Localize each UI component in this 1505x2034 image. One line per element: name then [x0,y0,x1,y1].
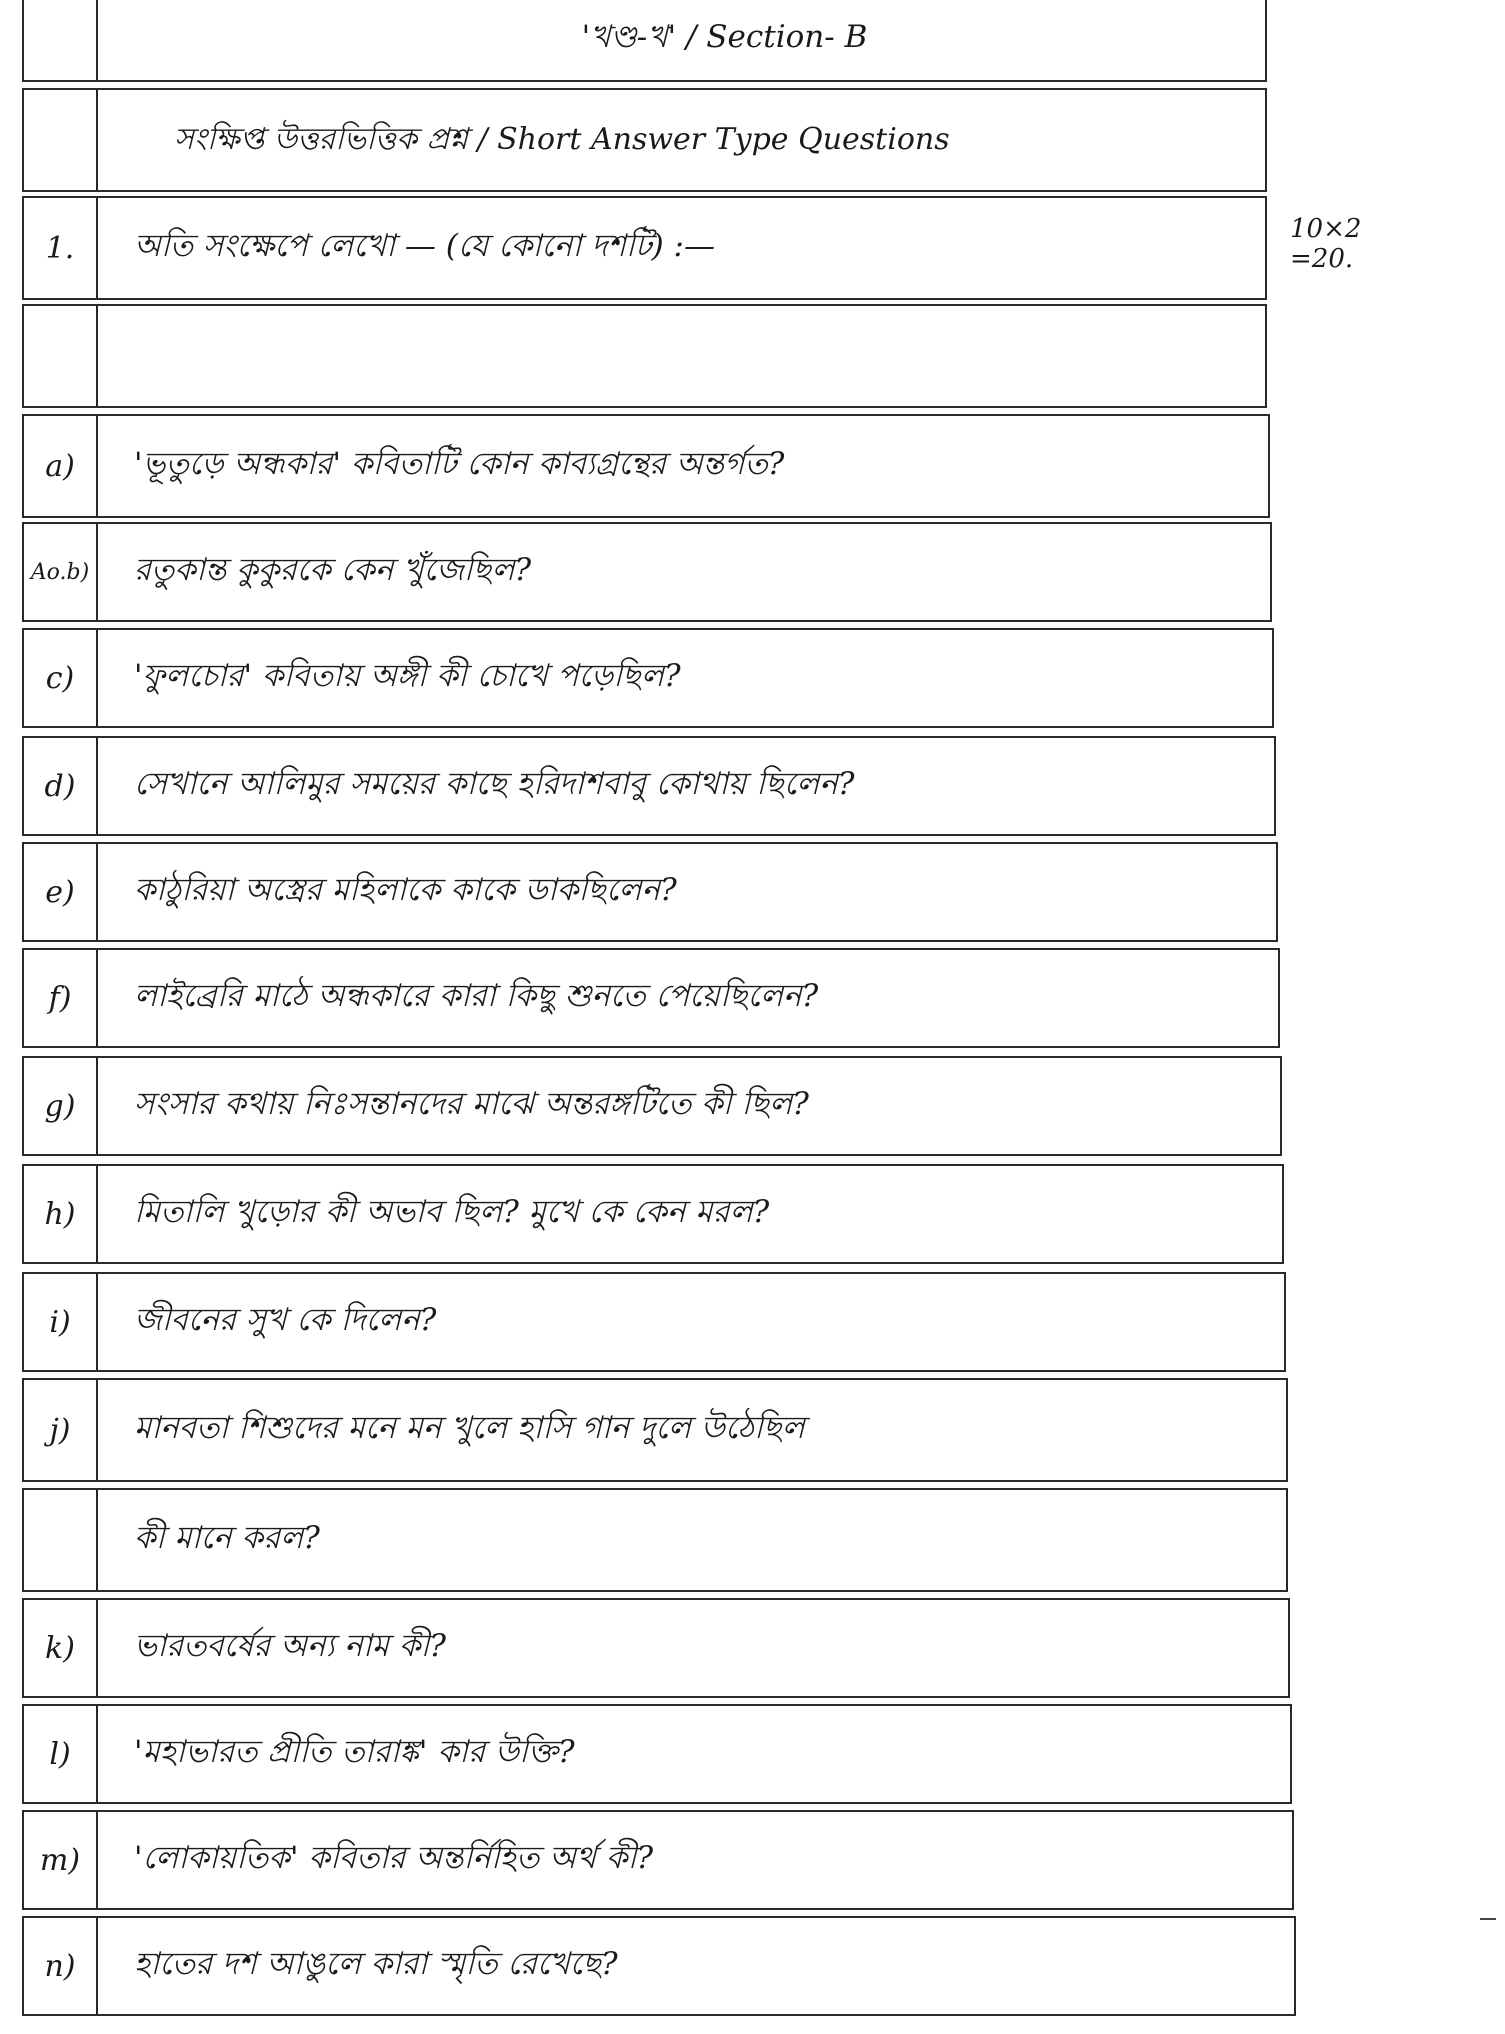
stray-mark [1480,1918,1496,1920]
section-subtitle: সংক্ষিপ্ত উত্তরভিত্তিক প্রশ্ন / Short Answer Type Questions [174,121,950,157]
section-title: 'খণ্ড-খ' / Section- B [581,19,868,55]
question-label: m) [39,1842,81,1878]
question-text: সংসার কথায় নিঃসন্তানদের মাঝে অন্তরঙ্গটিতে কী ছিল? [134,1086,809,1122]
column-divider [96,1812,98,1908]
instruction-row [22,196,1267,300]
question-number: 1. [45,230,75,266]
section-title-row [22,0,1267,82]
question-text: 'ভূতুড়ে অন্ধকার' কবিতাটি কোন কাব্যগ্রন্থের অন্তর্গত? [134,446,785,482]
question-row-n [22,1916,1296,2016]
question-label: c) [45,660,75,696]
question-text: লাইব্রেরি মাঠে অন্ধকারে কারা কিছু শুনতে পেয়েছিলেন? [134,978,819,1014]
question-label: a) [45,448,75,484]
question-row-g [22,1056,1282,1156]
column-divider [96,416,98,516]
marks-line-1: 10×2 [1290,214,1362,244]
question-label: f) [48,980,72,1016]
question-label: j) [49,1412,71,1448]
column-divider [96,1706,98,1802]
column-divider [96,1166,98,1262]
question-text: হাতের দশ আঙুলে কারা স্মৃতি রেখেছে? [134,1946,618,1982]
question-label: Ao.b) [30,559,90,585]
question-text: জীবনের সুখ কে দিলেন? [134,1302,437,1338]
question-text: 'মহাভারত প্রীতি তারাঙ্ক' কার উক্তি? [134,1734,575,1770]
question-text: মানবতা শিশুদের মনে মন খুলে হাসি গান দুলে উঠেছিল [134,1410,805,1446]
question-row-j-continued [22,1488,1288,1592]
column-divider [96,950,98,1046]
question-label: h) [44,1196,76,1232]
marks-note [1290,214,1361,274]
question-row-j [22,1378,1288,1482]
question-row-d [22,736,1276,836]
question-text: 'ফুলচোর' কবিতায় অঙ্গী কী চোখে পড়েছিল? [134,658,681,694]
column-divider [96,90,98,190]
question-label: l) [49,1736,71,1772]
question-row-h [22,1164,1284,1264]
column-divider [96,1058,98,1154]
question-text: সেখানে আলিমুর সময়ের কাছে হরিদাশবাবু কোথায় ছিলেন? [134,766,855,802]
question-text: ভারতবর্ষের অন্য নাম কী? [134,1628,447,1664]
column-divider [96,1918,98,2014]
instruction-text: অতি সংক্ষেপে লেখো — (যে কোনো দশটি) :— [134,228,715,264]
column-divider [96,198,98,298]
question-row-c [22,628,1274,728]
question-label: e) [45,874,75,910]
question-row-f [22,948,1280,1048]
question-row-k [22,1598,1290,1698]
question-text-continuation: কী মানে করল? [134,1520,320,1556]
column-divider [96,524,98,620]
column-divider [96,844,98,940]
question-row-m [22,1810,1294,1910]
question-text: রতুকান্ত কুকুরকে কেন খুঁজেছিল? [134,552,532,588]
column-divider [96,630,98,726]
question-text: কাঠুরিয়া অস্ত্রের মহিলাকে কাকে ডাকছিলেন? [134,872,677,908]
question-label: n) [44,1948,76,1984]
question-row-e [22,842,1278,942]
blank-row [22,304,1267,408]
question-label: k) [45,1630,75,1666]
marks-line-2: =20. [1290,244,1354,274]
column-divider [96,306,98,406]
column-divider [96,738,98,834]
question-label: i) [49,1304,71,1340]
question-row-l [22,1704,1292,1804]
question-row-i [22,1272,1286,1372]
question-label: g) [44,1088,76,1124]
subtitle-row [22,88,1267,192]
question-row-b [22,522,1272,622]
question-label: d) [44,768,76,804]
column-divider [96,1274,98,1370]
column-divider [96,1600,98,1696]
column-divider [96,1490,98,1590]
question-text: 'লোকায়তিক' কবিতার অন্তর্নিহিত অর্থ কী? [134,1840,654,1876]
question-text: মিতালি খুড়োর কী অভাব ছিল? মুখে কে কেন মরল? [134,1194,770,1230]
question-row-a [22,414,1270,518]
column-divider [96,1380,98,1480]
